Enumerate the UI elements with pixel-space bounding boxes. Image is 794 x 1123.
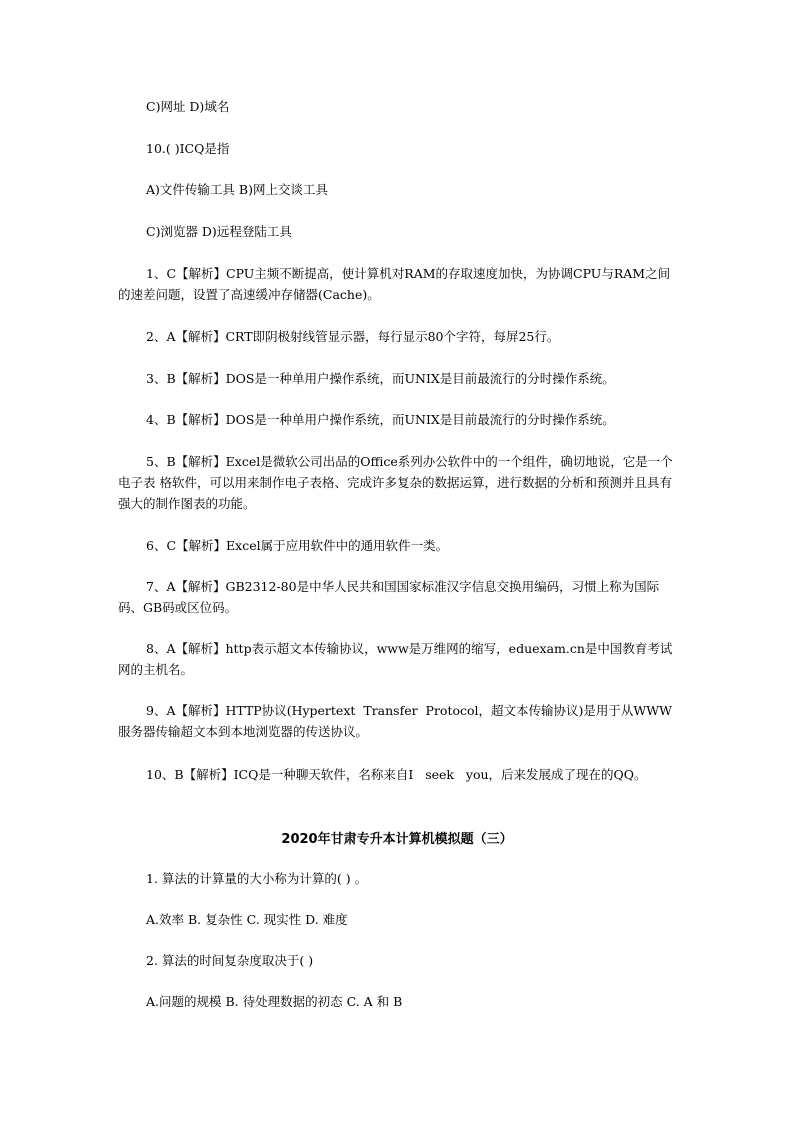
answer-paragraph: 5、B【解析】Excel是微软公司出品的Office系列办公软件中的一个组件，确切地说，它是一个电子表 格软件，可以用来制作电子表格、完成许多复杂的数据运算，进行数据的分析和预测并且具有强大的制作图表的功能。 — [118, 454, 673, 511]
answer-paragraph: 9、A【解析】HTTP协议(Hypertext Transfer Protocol，超文本传输协议)是用于从WWW服务器传输超文本到本地浏览器的传送协议。 — [118, 703, 672, 739]
answer-paragraph: 7、A【解析】GB2312-80是中华人民共和国国家标准汉字信息交换用编码，习惯上称为国际码、GB码或区位码。 — [118, 579, 660, 615]
option-line: C)浏览器 D)远程登陆工具 — [146, 224, 292, 239]
section-title: 2020年甘肃专升本计算机模拟题（三） — [281, 832, 513, 847]
answer-paragraph: 10、B【解析】ICQ是一种聊天软件，名称来自I seek you，后来发展成了现在的QQ。 — [146, 767, 647, 782]
option-line: A.效率 B. 复杂性 C. 现实性 D. 难度 — [146, 912, 348, 927]
answer-paragraph: 6、C【解析】Excel属于应用软件中的通用软件一类。 — [146, 538, 449, 553]
option-line: A.问题的规模 B. 待处理数据的初态 C. A 和 B — [146, 994, 403, 1009]
question-line: 1. 算法的计算量的大小称为计算的( ) 。 — [146, 871, 368, 886]
option-line: A)文件传输工具 B)网上交谈工具 — [146, 182, 328, 197]
answer-paragraph: 2、A【解析】CRT即阴极射线管显示器，每行显示80个字符，每屏25行。 — [146, 329, 560, 344]
answer-paragraph: 1、C【解析】CPU主频不断提高，使计算机对RAM的存取速度加快，为协调CPU与RAM之间的速差问题，设置了高速缓冲存储器(Cache)。 — [118, 266, 671, 302]
question-line: 2. 算法的时间复杂度取决于( ) — [146, 953, 314, 968]
question-line: 10.( )ICQ是指 — [146, 141, 230, 156]
option-line: C)网址 D)域名 — [146, 99, 230, 114]
answer-paragraph: 4、B【解析】DOS是一种单用户操作系统，而UNIX是目前最流行的分时操作系统。 — [146, 412, 615, 427]
answer-paragraph: 8、A【解析】http表示超文本传输协议，www是万维网的缩写，eduexam.cn是中国教育考试网的主机名。 — [118, 641, 673, 677]
answer-paragraph: 3、B【解析】DOS是一种单用户操作系统，而UNIX是目前最流行的分时操作系统。 — [146, 371, 615, 386]
